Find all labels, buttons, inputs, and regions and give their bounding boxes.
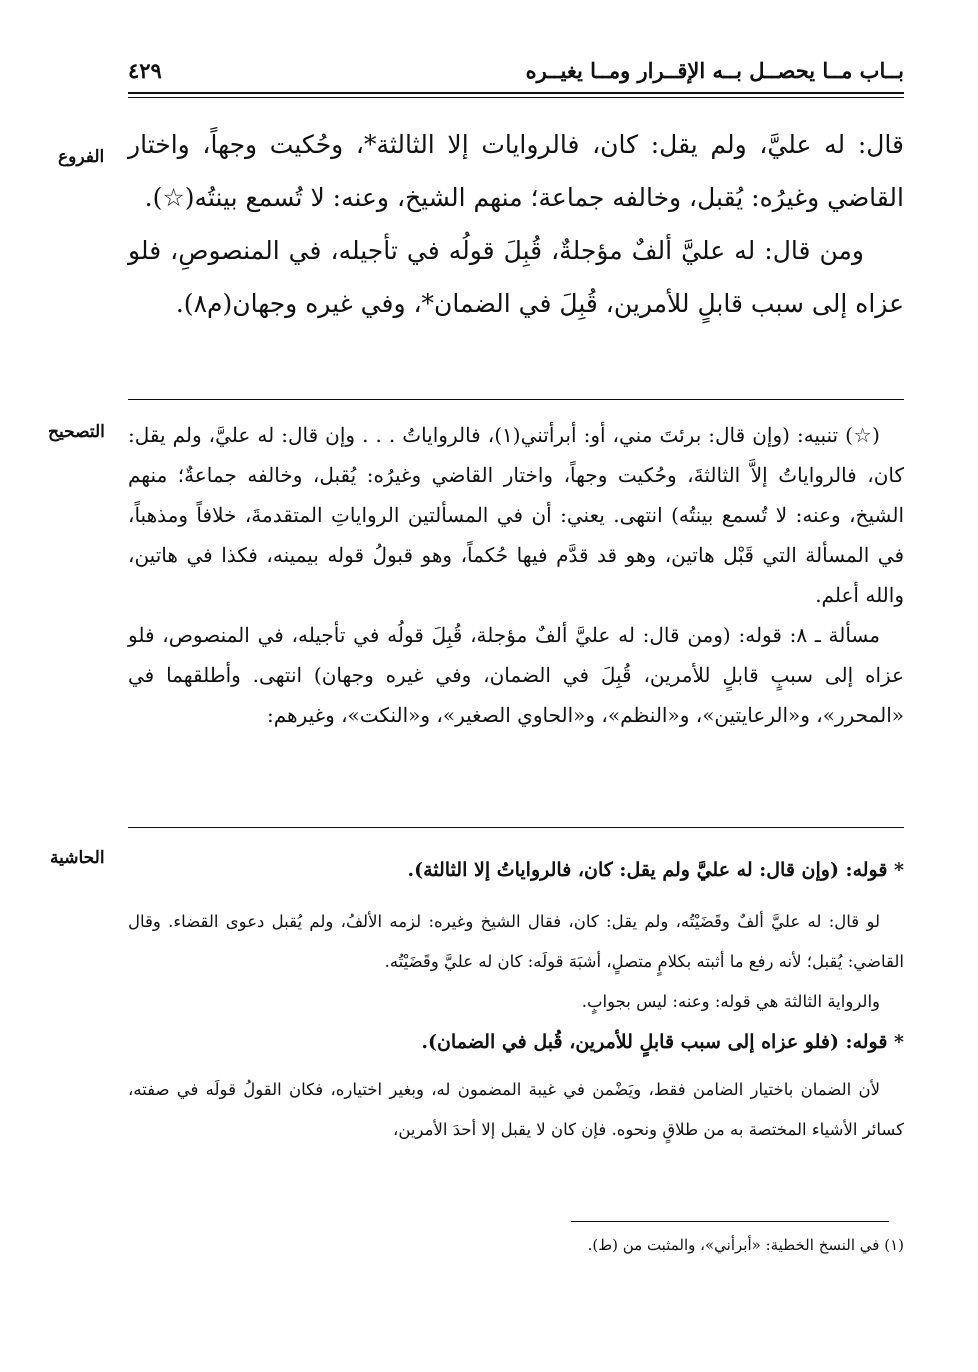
hashiya-text xyxy=(128,850,904,1150)
tashih-paragraph: (☆) تنبيه: (وإن قال: برئتَ مني، أو: أبرأتني(١)، فالرواياتُ . . . وإن قال: له عليَّ، ولم يقل: كان، فالرواياتُ إلاَّ الثالثةَ، وحُكيت وجهاً، واختار القاضي وغيرُه: يُقبل، وخالفه جماعةٌ؛ منهم الشيخ، وعنه: لا تُسمع بينتُه) انتهى. يعني: أن في المسألتين الرواياتِ المتقدمةَ، خلافاً ومذهباً، في المسألة التي قَبْل هاتين، وهو قد قدَّم فيها حُكماً، وهو قبولُ قوله بيمينه، فكذا في هاتين، والله أعلم. xyxy=(128,423,904,607)
section-divider xyxy=(128,827,904,828)
tashih-text xyxy=(128,415,904,735)
main-paragraph: قال: له عليَّ، ولم يقل: كان، فالروايات إلا الثالثة*، وحُكيت وجهاً، واختار القاضي وغيرُه: يُقبل، وخالفه جماعة؛ منهم الشيخ، وعنه: لا تُسمع بينتُه(☆). xyxy=(128,130,904,212)
hashiya-paragraph: لو قال: له عليَّ ألفٌ وقَضَيْتُه، ولم يقل: كان، فقال الشيخ وغيره: لزمه الألفُ، ولم يُقبل دعوى القضاء. وقال القاضي: يُقبل؛ لأنه رفع ما أثبته بكلامٍ متصلٍ، أشبَهَ قولَه: كان له عليَّ وقَضَيْتُه. xyxy=(128,912,904,971)
tashih-paragraph: مسألة ـ ٨: قوله: (ومن قال: له عليَّ ألفٌ مؤجلة، قُبِلَ قولُه في تأجيله، في المنصوص، فلو عزاه إلى سببٍ قابلٍ للأمرين، قُبِلَ في الضمان، وفي غيره وجهان) انتهى. وأطلقهما في «المحرر»، و«الرعايتين»، و«النظم»، و«الحاوي الصغير»، و«النكت»، وغيرهم: xyxy=(128,623,904,727)
side-label-tashih: التصحيح xyxy=(48,422,105,442)
hashiya-quote: * قوله: (وإن قال: له عليَّ ولم يقل: كان، فالرواياتُ إلا الثالثة). xyxy=(407,859,904,881)
main-text xyxy=(128,118,904,330)
side-label-hashiya: الحاشية xyxy=(50,848,105,868)
hashiya-paragraph: والرواية الثالثة هي قوله: وعنه: ليس بجوابٍ. xyxy=(581,992,880,1011)
footnote-rule xyxy=(571,1221,889,1222)
side-label-furu: الفروع xyxy=(58,147,105,167)
page-number: ٤٢٩ xyxy=(128,57,162,83)
footnote: (١) في النسخ الخطية: «أبرأني»، والمثبت من (ط). xyxy=(587,1236,904,1254)
section-divider xyxy=(128,399,904,400)
page-header xyxy=(128,52,904,88)
hashiya-paragraph: لأن الضمان باختيار الضامن فقط، ويَضْمن في غيبة المضمون له، وبغير اختياره، فكان القولُ قولَه في صفته، كسائر الأشياء المختصة به من طلاقٍ ونحوه. فإن كان لا يقبل إلا أحدَ الأمرين، xyxy=(128,1080,904,1139)
running-title: بــاب مــا يحصــل بــه الإقــرار ومــا يغيــره xyxy=(525,57,904,83)
main-paragraph: ومن قال: له عليَّ ألفٌ مؤجلةٌ، قُبِلَ قولُه في تأجيله، في المنصوصِ، فلو عزاه إلى سبب قابلٍ للأمرين، قُبِلَ في الضمان*، وفي غيره وجهان(م٨). xyxy=(128,236,904,318)
hashiya-quote: * قوله: (فلو عزاه إلى سبب قابلٍ للأمرين، قُبل في الضمان). xyxy=(421,1031,904,1053)
header-rule xyxy=(128,92,904,98)
